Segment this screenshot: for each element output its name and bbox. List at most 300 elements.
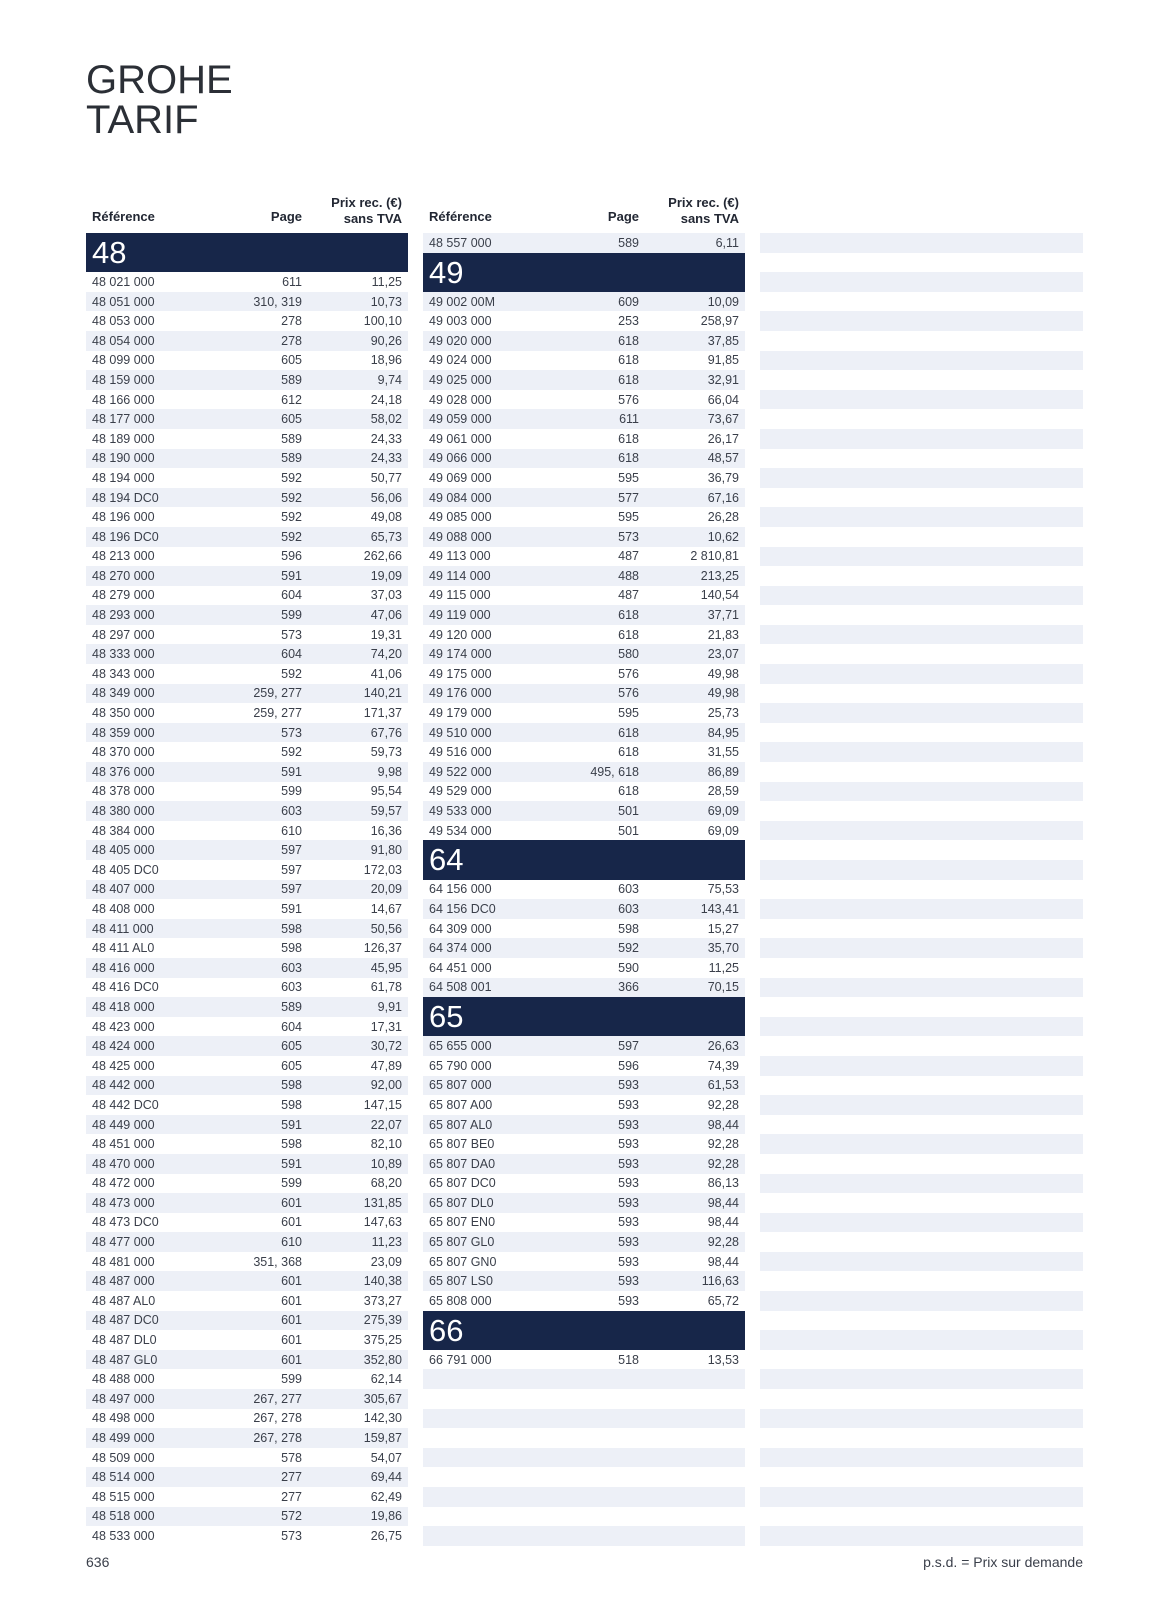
cell-price: 65,73 (370, 529, 402, 544)
cell-price: 6,11 (715, 235, 739, 250)
cell-reference: 48 488 000 (92, 1372, 155, 1387)
price-table-column-3-empty (760, 194, 1083, 1546)
cell-page: 589 (281, 451, 302, 466)
cell-price: 24,33 (370, 431, 402, 446)
cell-page: 598 (281, 941, 302, 956)
empty-row (760, 644, 1083, 664)
table-row (86, 547, 408, 567)
cell-reference: 48 166 000 (92, 392, 155, 407)
header-price-line2: sans TVA (343, 211, 402, 226)
cell-page: 618 (618, 725, 639, 740)
cell-page: 592 (281, 666, 302, 681)
cell-page: 599 (281, 1372, 302, 1387)
cell-page: 577 (618, 490, 639, 505)
cell-page: 593 (618, 1195, 639, 1210)
cell-reference: 49 066 000 (429, 451, 492, 466)
cell-reference: 48 270 000 (92, 568, 155, 583)
cell-page: 597 (281, 843, 302, 858)
cell-page: 618 (618, 745, 639, 760)
table-row (86, 1369, 408, 1389)
empty-row (760, 1507, 1083, 1527)
cell-reference: 65 790 000 (429, 1058, 492, 1073)
cell-page: 599 (281, 1176, 302, 1191)
cell-price: 24,33 (370, 451, 402, 466)
empty-row (760, 1115, 1083, 1135)
header-reference: Référence (429, 209, 492, 224)
header-price (639, 195, 745, 227)
cell-page: 259, 277 (253, 686, 302, 701)
cell-reference: 48 515 000 (92, 1489, 155, 1504)
cell-reference: 49 529 000 (429, 784, 492, 799)
table-row (86, 468, 408, 488)
table-rows (86, 233, 408, 1546)
cell-page: 593 (618, 1156, 639, 1171)
cell-price: 147,63 (363, 1215, 402, 1230)
cell-reference: 49 061 000 (429, 431, 492, 446)
cell-reference: 48 473 DC0 (92, 1215, 159, 1230)
cell-price: 143,41 (700, 901, 739, 916)
cell-page: 611 (619, 412, 639, 427)
cell-page: 610 (281, 823, 302, 838)
empty-row (760, 1271, 1083, 1291)
cell-price: 116,63 (701, 1274, 739, 1289)
empty-row (760, 1213, 1083, 1233)
cell-price: 2 810,81 (690, 549, 739, 564)
cell-reference: 48 190 000 (92, 451, 155, 466)
empty-row (760, 233, 1083, 253)
cell-page: 277 (281, 1489, 302, 1504)
cell-page: 591 (281, 901, 302, 916)
cell-price: 172,03 (363, 862, 402, 877)
cell-page: 603 (618, 882, 639, 897)
cell-price: 9,74 (377, 372, 402, 387)
table-row (86, 1389, 408, 1409)
cell-reference: 48 424 000 (92, 1039, 155, 1054)
cell-reference: 48 416 DC0 (92, 980, 159, 995)
cell-reference: 48 487 DC0 (92, 1313, 159, 1328)
cell-page: 595 (618, 706, 639, 721)
cell-price: 59,73 (370, 745, 402, 760)
cell-price: 19,09 (370, 568, 402, 583)
cell-reference: 49 179 000 (429, 706, 492, 721)
empty-row (760, 351, 1083, 371)
table-row (423, 1213, 745, 1233)
title-subtitle: TARIF (86, 98, 199, 142)
table-row (86, 1487, 408, 1507)
cell-page: 599 (281, 784, 302, 799)
cell-price: 13,53 (707, 1352, 739, 1367)
cell-reference: 48 196 000 (92, 510, 155, 525)
cell-reference: 48 425 000 (92, 1058, 155, 1073)
empty-row (760, 1232, 1083, 1252)
cell-price: 54,07 (370, 1450, 402, 1465)
cell-page: 278 (281, 333, 302, 348)
cell-reference: 65 807 DC0 (429, 1176, 496, 1191)
table-row (86, 1291, 408, 1311)
cell-reference: 49 085 000 (429, 510, 492, 525)
cell-reference: 49 088 000 (429, 529, 492, 544)
cell-price: 28,59 (707, 784, 739, 799)
cell-reference: 48 343 000 (92, 666, 155, 681)
cell-page: 573 (618, 529, 639, 544)
cell-page: 604 (281, 647, 302, 662)
table-row (86, 370, 408, 390)
cell-price: 37,85 (707, 333, 739, 348)
table-row (423, 370, 745, 390)
cell-price: 23,07 (707, 647, 739, 662)
cell-page: 593 (618, 1235, 639, 1250)
table-row (423, 1252, 745, 1272)
table-row (423, 468, 745, 488)
empty-row (760, 899, 1083, 919)
cell-page: 593 (618, 1117, 639, 1132)
cell-page: 589 (618, 235, 639, 250)
table-row (86, 1526, 408, 1546)
cell-page: 589 (281, 372, 302, 387)
cell-price: 47,89 (370, 1058, 402, 1073)
cell-reference: 64 508 001 (429, 980, 492, 995)
header-price-line1: Prix rec. (€) (668, 195, 739, 210)
empty-row (760, 605, 1083, 625)
empty-row (760, 782, 1083, 802)
cell-price: 373,27 (363, 1293, 402, 1308)
cell-price: 98,44 (707, 1254, 739, 1269)
cell-price: 56,06 (370, 490, 402, 505)
cell-page: 598 (281, 1097, 302, 1112)
cell-reference: 65 807 DL0 (429, 1195, 494, 1210)
table-row (86, 1467, 408, 1487)
cell-price: 14,67 (370, 901, 402, 916)
cell-price: 59,57 (370, 804, 402, 819)
table-row (86, 586, 408, 606)
cell-reference: 65 807 EN0 (429, 1215, 496, 1230)
empty-row (760, 1487, 1083, 1507)
document-title (86, 60, 233, 140)
cell-price: 171,37 (363, 706, 402, 721)
header-page: Page (270, 209, 302, 224)
empty-row (760, 880, 1083, 900)
table-row (86, 1311, 408, 1331)
table-row (86, 1232, 408, 1252)
table-row (86, 958, 408, 978)
cell-reference: 48 451 000 (92, 1137, 155, 1152)
empty-row (760, 625, 1083, 645)
cell-reference: 64 156 DC0 (429, 901, 496, 916)
cell-page: 604 (281, 1019, 302, 1034)
cell-page: 589 (281, 999, 302, 1014)
table-row (423, 1076, 745, 1096)
cell-reference: 48 470 000 (92, 1156, 155, 1171)
cell-price: 352,80 (363, 1352, 402, 1367)
cell-reference: 48 423 000 (92, 1019, 155, 1034)
cell-reference: 48 499 000 (92, 1431, 155, 1446)
cell-reference: 48 408 000 (92, 901, 155, 916)
table-row (86, 1095, 408, 1115)
cell-reference: 48 380 000 (92, 804, 155, 819)
cell-price: 75,53 (707, 882, 739, 897)
table-row (423, 1193, 745, 1213)
cell-price: 131,85 (363, 1195, 402, 1210)
empty-row (760, 1095, 1083, 1115)
table-row (423, 664, 745, 684)
cell-reference: 48 487 DL0 (92, 1333, 157, 1348)
cell-price: 92,28 (707, 1137, 739, 1152)
cell-page: 601 (281, 1215, 302, 1230)
price-table-column-2 (423, 194, 745, 1565)
cell-price: 91,85 (707, 353, 739, 368)
cell-reference: 49 113 000 (429, 549, 491, 564)
empty-row (760, 1330, 1083, 1350)
cell-reference: 64 451 000 (429, 960, 492, 975)
cell-page: 593 (618, 1078, 639, 1093)
section-header: 49 (423, 253, 745, 292)
cell-reference: 49 002 00M (429, 294, 496, 309)
table-row (86, 390, 408, 410)
cell-reference: 48 177 000 (92, 412, 155, 427)
empty-row (760, 1056, 1083, 1076)
cell-reference: 48 378 000 (92, 784, 155, 799)
cell-page: 278 (281, 314, 302, 329)
cell-page: 618 (618, 353, 639, 368)
cell-price: 142,30 (363, 1411, 402, 1426)
cell-page: 618 (618, 333, 639, 348)
cell-page: 488 (618, 568, 639, 583)
empty-row (760, 919, 1083, 939)
cell-reference: 48 213 000 (92, 549, 155, 564)
cell-price: 147,15 (363, 1097, 402, 1112)
cell-price: 10,09 (707, 294, 739, 309)
cell-price: 70,15 (707, 980, 739, 995)
table-row (86, 1213, 408, 1233)
cell-reference: 49 119 000 (429, 608, 491, 623)
cell-page: 578 (281, 1450, 302, 1465)
table-row (86, 742, 408, 762)
cell-price: 11,25 (708, 960, 739, 975)
cell-price: 49,08 (370, 510, 402, 525)
table-row (86, 1350, 408, 1370)
cell-reference: 48 051 000 (92, 294, 155, 309)
empty-row (760, 370, 1083, 390)
cell-reference: 49 059 000 (429, 412, 492, 427)
cell-reference: 65 807 BE0 (429, 1137, 495, 1152)
table-row (423, 782, 745, 802)
table-row (423, 1232, 745, 1252)
table-row (86, 1174, 408, 1194)
empty-row (760, 1154, 1083, 1174)
section-header: 64 (423, 840, 745, 879)
cell-price: 18,96 (370, 353, 402, 368)
cell-price: 92,28 (707, 1097, 739, 1112)
cell-page: 597 (281, 862, 302, 877)
cell-page: 593 (618, 1293, 639, 1308)
cell-reference: 49 114 000 (429, 568, 491, 583)
cell-price: 49,98 (707, 666, 739, 681)
empty-row (760, 1350, 1083, 1370)
empty-row (760, 1311, 1083, 1331)
cell-page: 267, 277 (253, 1391, 302, 1406)
cell-price: 61,78 (370, 980, 402, 995)
cell-reference: 65 655 000 (429, 1039, 492, 1054)
cell-page: 501 (618, 823, 639, 838)
empty-row (760, 1076, 1083, 1096)
cell-price: 30,72 (370, 1039, 402, 1054)
cell-page: 573 (281, 627, 302, 642)
cell-reference: 49 516 000 (429, 745, 492, 760)
cell-reference: 65 807 GL0 (429, 1235, 495, 1250)
table-row (86, 1115, 408, 1135)
table-row (423, 547, 745, 567)
cell-price: 140,38 (363, 1274, 402, 1289)
table-row (423, 1115, 745, 1135)
cell-page: 609 (618, 294, 639, 309)
empty-row (760, 507, 1083, 527)
cell-page: 603 (281, 980, 302, 995)
cell-page: 351, 368 (253, 1254, 302, 1269)
cell-price: 95,54 (370, 784, 402, 799)
cell-page: 592 (281, 529, 302, 544)
table-row (423, 1409, 745, 1429)
cell-reference: 48 487 AL0 (92, 1293, 156, 1308)
cell-price: 140,21 (363, 686, 402, 701)
empty-row (760, 409, 1083, 429)
cell-price: 375,25 (363, 1333, 402, 1348)
cell-price: 74,39 (707, 1058, 739, 1073)
table-row (423, 1546, 745, 1566)
table-row (423, 1448, 745, 1468)
table-row (86, 1271, 408, 1291)
header-price-line2: sans TVA (680, 211, 739, 226)
table-row (86, 429, 408, 449)
table-row (423, 1389, 745, 1409)
cell-price: 62,49 (370, 1489, 402, 1504)
cell-price: 26,63 (707, 1039, 739, 1054)
table-row (423, 1369, 745, 1389)
section-header: 66 (423, 1311, 745, 1350)
empty-row (760, 527, 1083, 547)
cell-price: 100,10 (363, 314, 402, 329)
table-row (86, 1134, 408, 1154)
table-row (423, 566, 745, 586)
cell-page: 591 (281, 1117, 302, 1132)
cell-reference: 49 533 000 (429, 804, 492, 819)
cell-price: 126,37 (363, 941, 402, 956)
cell-reference: 48 557 000 (429, 235, 492, 250)
cell-price: 21,83 (707, 627, 739, 642)
table-row (423, 527, 745, 547)
table-row (423, 958, 745, 978)
cell-reference: 48 487 000 (92, 1274, 155, 1289)
cell-reference: 48 349 000 (92, 686, 155, 701)
cell-reference: 65 808 000 (429, 1293, 492, 1308)
cell-page: 592 (281, 490, 302, 505)
cell-page: 595 (618, 470, 639, 485)
empty-row (760, 547, 1083, 567)
table-row (86, 488, 408, 508)
cell-reference: 65 807 LS0 (429, 1274, 493, 1289)
cell-price: 35,70 (707, 941, 739, 956)
cell-price: 26,17 (707, 431, 739, 446)
table-row (423, 1154, 745, 1174)
cell-reference: 49 069 000 (429, 470, 492, 485)
cell-reference: 65 807 000 (429, 1078, 492, 1093)
empty-row (760, 684, 1083, 704)
table-row (86, 1507, 408, 1527)
cell-page: 592 (618, 941, 639, 956)
cell-page: 591 (281, 1156, 302, 1171)
cell-price: 31,55 (707, 745, 739, 760)
cell-price: 140,54 (700, 588, 739, 603)
cell-price: 41,06 (370, 666, 402, 681)
cell-price: 67,76 (370, 725, 402, 740)
table-row (86, 527, 408, 547)
cell-page: 598 (281, 1078, 302, 1093)
cell-page: 576 (618, 666, 639, 681)
table-row (86, 821, 408, 841)
cell-reference: 49 534 000 (429, 823, 492, 838)
cell-page: 601 (281, 1195, 302, 1210)
cell-reference: 48 411 AL0 (92, 941, 155, 956)
cell-page: 277 (281, 1470, 302, 1485)
empty-row (760, 664, 1083, 684)
cell-price: 82,10 (370, 1137, 402, 1152)
table-row (423, 586, 745, 606)
cell-reference: 64 374 000 (429, 941, 492, 956)
table-row (423, 899, 745, 919)
table-row (423, 233, 745, 253)
empty-row (760, 1526, 1083, 1546)
cell-page: 618 (618, 784, 639, 799)
empty-row (760, 449, 1083, 469)
cell-page: 267, 278 (253, 1431, 302, 1446)
cell-page: 598 (618, 921, 639, 936)
cell-price: 213,25 (700, 568, 739, 583)
header-price (302, 195, 408, 227)
empty-row (760, 488, 1083, 508)
cell-page: 592 (281, 745, 302, 760)
cell-price: 36,79 (707, 470, 739, 485)
cell-price: 69,44 (370, 1470, 402, 1485)
table-row (86, 782, 408, 802)
cell-price: 49,98 (707, 686, 739, 701)
table-row (423, 390, 745, 410)
empty-row (760, 1174, 1083, 1194)
cell-price: 68,20 (370, 1176, 402, 1191)
cell-page: 610 (281, 1235, 302, 1250)
table-row (423, 1174, 745, 1194)
cell-reference: 48 099 000 (92, 353, 155, 368)
empty-row (760, 1134, 1083, 1154)
cell-page: 601 (281, 1352, 302, 1367)
cell-price: 66,04 (707, 392, 739, 407)
cell-page: 612 (281, 392, 302, 407)
table-row (86, 1409, 408, 1429)
cell-page: 598 (281, 921, 302, 936)
table-row (423, 292, 745, 312)
table-row (423, 1095, 745, 1115)
cell-reference: 49 020 000 (429, 333, 492, 348)
table-row (423, 703, 745, 723)
cell-price: 92,00 (370, 1078, 402, 1093)
empty-row (760, 1389, 1083, 1409)
empty-row (760, 1193, 1083, 1213)
empty-row (760, 840, 1083, 860)
cell-price: 58,02 (370, 412, 402, 427)
cell-page: 259, 277 (253, 706, 302, 721)
empty-row (760, 958, 1083, 978)
empty-row (760, 978, 1083, 998)
cell-page: 618 (618, 431, 639, 446)
cell-page: 518 (618, 1352, 639, 1367)
